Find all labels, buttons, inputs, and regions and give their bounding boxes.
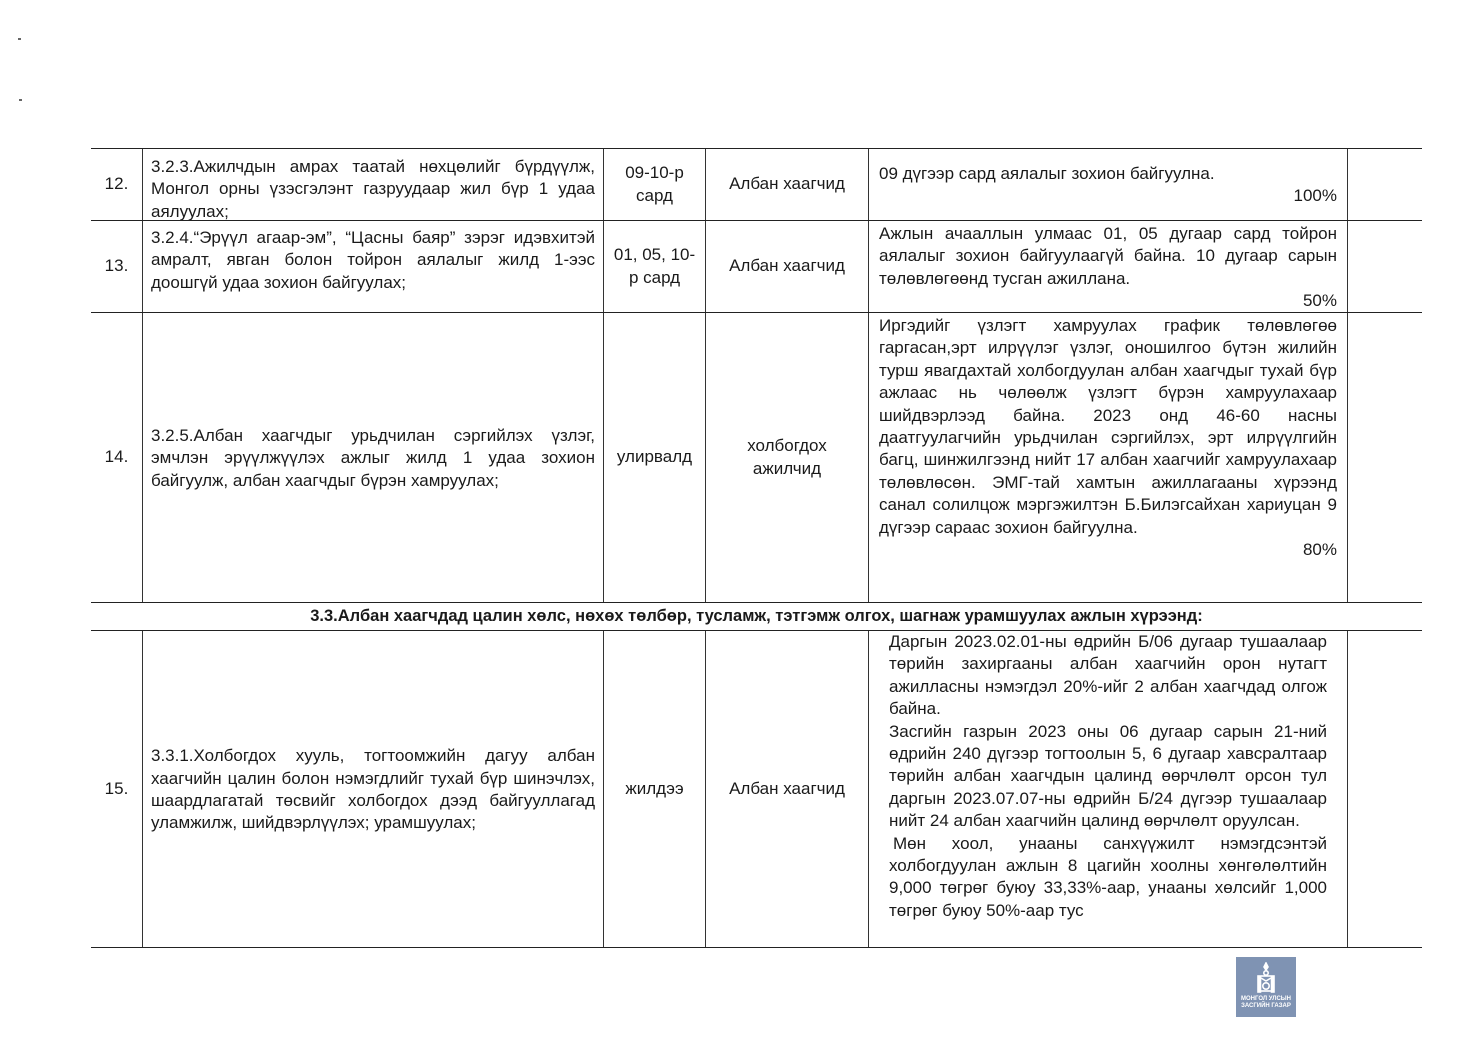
blank-cell [1348,631,1422,947]
task-cell [143,631,604,947]
completion-percent: 100% [1293,186,1337,206]
result-cell [869,313,1348,602]
task-text: 3.2.4.“Эрүүл агаар-эм”, “Цасны баяр” зэрэг идэвхитэй амралт, явган болон тойрон аялалыг жилд 1-ээс доошгүй удаа зохион байгуулах; [143,221,604,312]
timeframe: 09-10-р сард [604,149,706,220]
section-title: 3.3.Албан хаагчдад цалин хөлс, нөхөх төлбөр, тусламж, тэтгэмж олгох, шагнаж урамшуулах ажлын хүрээнд: [310,607,1203,625]
blank-cell [1348,221,1422,312]
completion-percent: 80% [1302,540,1337,560]
row-number: 12. [91,149,143,220]
result-cell [869,221,1348,312]
table-row [91,630,1422,948]
result-cell [869,149,1348,220]
result-paragraph: Мөн хоол, унааны санхүүжилт нэмэгдсэнтэй холбогдуулан ажлын 8 цагийн хоолны хөнгөлөлтийн 9,000 төгрөг буюу 33,33%-аар, унааны хөлсийг 1,000 төгрөг буюу 50%-аар тус [889,833,1327,920]
government-logo [1236,957,1296,1017]
responsible: Албан хаагчид [706,631,869,947]
result-paragraph: Даргын 2023.02.01-ны өдрийн Б/06 дугаар тушаалаар төрийн захиргааны албан хаагчийн орон нутагт ажилласны нэмэгдэл 20%-ийг 2 албан хаагчдад олгож байна. [889,632,1327,719]
task-text: 3.3.1.Холбогдох хууль, тогтоомжийн дагуу албан хаагчийн цалин болон нэмэгдлийг тухай бүр шинэчлэх, шаардлагатай төсвийг холбогдох дээд байгууллагад уламжилж, шийдвэрлүүлэх; урамшуулах; [151,746,595,833]
section-header [91,602,1422,630]
responsible: Албан хаагчид [706,149,869,220]
responsible: холбогдох ажилчид [706,313,869,602]
logo-caption-line: ЗАСГИЙН ГАЗАР [1241,1003,1291,1009]
plan-table [91,148,1422,948]
logo-caption-line: МОНГОЛ УЛСЫН [1241,996,1291,1002]
responsible: Албан хаагчид [706,221,869,312]
row-number: 15. [91,631,143,947]
timeframe: улирвалд [604,313,706,602]
result-text: Иргэдийг үзлэгт хамруулах график төлөвлөгөө гаргасан,эрт илрүүлэг үзлэг, оношилгоо бүтэн жилийн турш явагдахтай холбогдуулан албан хаагчдыг тухай бүр ажлаас нь чөлөөлж үзлэгт бүрэн хамруулахаар шийдвэрлээд байна. 2023 онд 46-60 насны даатгуулагчийн урьдчилан сэргийлэх, эрт илрүүлгийн багц, шинжилгээнд нийт 17 албан хаагчийг хамруулахаар төлөвлөсөн. ЭМГ-тай хамтын ажиллагааны хүрээнд санал солилцож мэргэжилтэн Б.Билэгсайхан хариуцан 9 дүгээр сараас зохион байгуулна. [879,316,1337,537]
timeframe: 01, 05, 10-р сард [604,221,706,312]
task-cell [143,313,604,602]
result-paragraph: Засгийн газрын 2023 оны 06 дугаар сарын 21-ний өдрийн 240 дүгээр тогтоолын 5, 6 дугаар хавсралтаар төрийн албан хаагчдын цалинд өөрчлөлт орсон тул даргын 2023.07.07-ны өдрийн Б/24 дүгээр тушаалаар нийт 24 албан хаагчийн цалинд өөрчлөлт оруулсан. [889,721,1327,831]
completion-percent: 50% [1302,291,1337,311]
timeframe: жилдээ [604,631,706,947]
result-text: 09 дүгээр сард аялалыг зохион байгуулна. [879,164,1215,183]
logo-caption [1241,996,1291,1010]
row-number: 13. [91,221,143,312]
blank-cell [1348,149,1422,220]
soyombo-emblem-icon [1255,962,1277,994]
task-text: 3.2.3.Ажилчдын амрах таатай нөхцөлийг бүрдүүлж, Монгол орны үзэсгэлэнт газруудаар жил бүр 1 удаа аялуулах; [143,149,604,220]
table-row [91,148,1422,220]
task-text: 3.2.5.Албан хаагчдыг урьдчилан сэргийлэх үзлэг, эмчлэн эрүүлжүүлэх ажлыг жилд 1 удаа зохион байгуулж, албан хаагчдыг бүрэн хамруулах; [151,425,595,490]
row-number: 14. [91,313,143,602]
result-text: Ажлын ачааллын улмаас 01, 05 дугаар сард тойрон аялалыг зохион байгуулаагүй байна. 10 дугаар сарын төлөвлөгөөнд тусган ажиллана. [879,224,1337,288]
table-row [91,312,1422,602]
table-row [91,220,1422,312]
scan-speck [18,38,21,40]
result-cell [869,631,1348,947]
scan-speck [19,99,22,101]
blank-cell [1348,313,1422,602]
